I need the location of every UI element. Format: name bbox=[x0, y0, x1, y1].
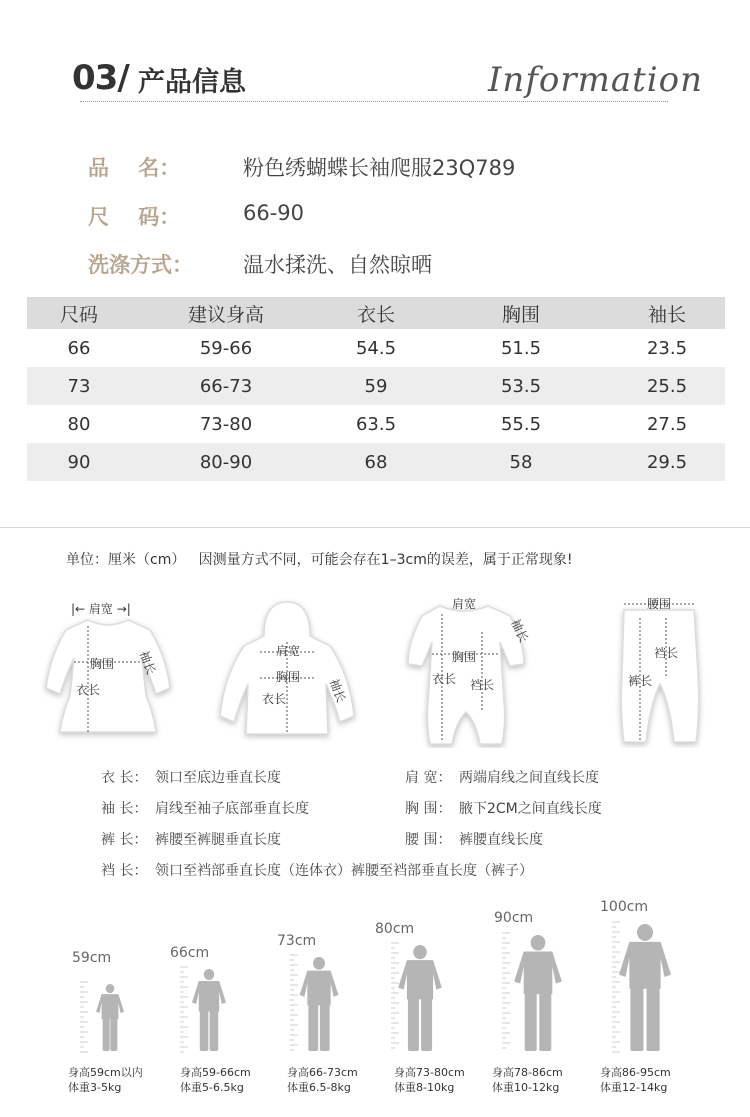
shoulder-label: |← 肩宽 →| bbox=[71, 602, 131, 616]
table-cell: 68 bbox=[364, 451, 388, 473]
table-cell: 73 bbox=[67, 375, 91, 397]
sleeve-label: 袖长 bbox=[508, 616, 531, 645]
def-desc: 裤腰直线长度 bbox=[459, 832, 543, 848]
table-cell: 63.5 bbox=[355, 413, 397, 435]
length-label: 衣长 bbox=[262, 692, 287, 706]
def-desc: 腋下2CM之间直线长度 bbox=[459, 801, 602, 817]
table-cell: 51.5 bbox=[500, 337, 542, 359]
kid-height-label: 100cm bbox=[600, 899, 649, 915]
kid-height-label: 59cm bbox=[72, 950, 112, 966]
kid-height-label: 90cm bbox=[494, 910, 534, 926]
chest-label: 胸围 bbox=[276, 670, 301, 684]
kid-caption: 身高73-80cm 体重8-10kg bbox=[394, 1066, 465, 1094]
section-title: 产品信息 bbox=[138, 67, 246, 98]
def-desc: 裤腰至裤腿垂直长度 bbox=[155, 832, 281, 848]
kid-height-label: 80cm bbox=[375, 921, 415, 937]
def-term: 裆 长： bbox=[101, 863, 148, 879]
length-label: 衣长 bbox=[432, 672, 457, 686]
child-silhouette-icon bbox=[514, 935, 562, 1051]
child-silhouette-icon bbox=[300, 957, 339, 1051]
chest-label: 胸围 bbox=[90, 657, 115, 671]
unit-note: 单位：厘米（cm） 因测量方式不同，可能会存在1–3cm的误差，属于正常现象! bbox=[66, 552, 573, 568]
table-header-cell: 建议身高 bbox=[187, 303, 264, 326]
section-number: 03/ bbox=[72, 58, 129, 98]
def-term: 裤 长： bbox=[101, 832, 148, 848]
info-label-name: 品 名： bbox=[88, 156, 181, 180]
table-cell: 66 bbox=[67, 337, 91, 359]
table-cell: 58 bbox=[509, 451, 533, 473]
child-silhouette-icon bbox=[192, 969, 226, 1051]
kid-caption: 身高59-66cm 体重5-6.5kg bbox=[180, 1066, 251, 1094]
crotch-label: 裆长 bbox=[470, 678, 495, 692]
def-term: 衣 长： bbox=[101, 770, 148, 786]
inseam-label: 裤长 bbox=[628, 674, 653, 688]
def-term: 腰 围： bbox=[405, 832, 452, 848]
table-cell: 27.5 bbox=[646, 413, 688, 435]
table-cell: 53.5 bbox=[500, 375, 542, 397]
info-label-size: 尺 码： bbox=[88, 205, 181, 229]
table-header-cell: 尺码 bbox=[59, 303, 98, 326]
sleeve-label: 袖长 bbox=[136, 648, 159, 677]
table-cell: 23.5 bbox=[646, 337, 688, 359]
def-term: 肩 宽： bbox=[405, 770, 452, 786]
table-cell: 25.5 bbox=[646, 375, 688, 397]
length-label: 衣长 bbox=[76, 683, 101, 697]
sleeve-label: 袖长 bbox=[326, 676, 349, 705]
kid-height-label: 73cm bbox=[277, 933, 317, 949]
def-term: 袖 长： bbox=[101, 801, 148, 817]
def-desc: 领口至裆部垂直长度（连体衣）裤腰至裆部垂直长度（裤子） bbox=[155, 863, 533, 879]
table-cell: 54.5 bbox=[355, 337, 397, 359]
table-header-cell: 胸围 bbox=[501, 303, 540, 326]
waist-label: 腰围 bbox=[647, 597, 672, 611]
def-desc: 肩线至袖子底部垂直长度 bbox=[155, 801, 309, 817]
shoulder-label: 肩宽 bbox=[276, 644, 301, 658]
table-cell: 73-80 bbox=[199, 413, 253, 435]
def-term: 胸 围： bbox=[405, 801, 452, 817]
info-value-wash: 温水揉洗、自然晾晒 bbox=[243, 253, 432, 277]
table-header-cell: 衣长 bbox=[356, 303, 395, 326]
child-silhouette-icon bbox=[398, 945, 442, 1051]
table-header-cell: 袖长 bbox=[647, 303, 686, 326]
info-value-size: 66-90 bbox=[243, 201, 305, 225]
table-cell: 59 bbox=[364, 375, 388, 397]
kid-caption: 身高59cm以内 体重3-5kg bbox=[68, 1066, 143, 1094]
table-cell: 55.5 bbox=[500, 413, 542, 435]
info-value-name: 粉色绣蝴蝶长袖爬服23Q789 bbox=[243, 156, 516, 180]
script-title: Information bbox=[488, 60, 704, 100]
chest-label: 胸围 bbox=[452, 650, 477, 664]
child-silhouette-icon bbox=[96, 984, 124, 1051]
kid-caption: 身高86-95cm 体重12-14kg bbox=[600, 1066, 671, 1094]
table-cell: 29.5 bbox=[646, 451, 688, 473]
def-desc: 两端肩线之间直线长度 bbox=[459, 770, 599, 786]
table-cell: 80 bbox=[67, 413, 91, 435]
table-cell: 66-73 bbox=[199, 375, 253, 397]
def-desc: 领口至底边垂直长度 bbox=[155, 770, 281, 786]
table-cell: 80-90 bbox=[199, 451, 253, 473]
table-cell: 59-66 bbox=[199, 337, 253, 359]
kid-caption: 身高66-73cm 体重6.5-8kg bbox=[287, 1066, 358, 1094]
kid-height-label: 66cm bbox=[170, 945, 210, 961]
child-silhouette-icon bbox=[619, 924, 671, 1051]
kid-caption: 身高78-86cm 体重10-12kg bbox=[492, 1066, 563, 1094]
shoulder-label: 肩宽 bbox=[452, 597, 477, 611]
crotch-label: 裆长 bbox=[654, 646, 679, 660]
info-label-wash: 洗涤方式： bbox=[88, 253, 193, 277]
table-cell: 90 bbox=[67, 451, 91, 473]
